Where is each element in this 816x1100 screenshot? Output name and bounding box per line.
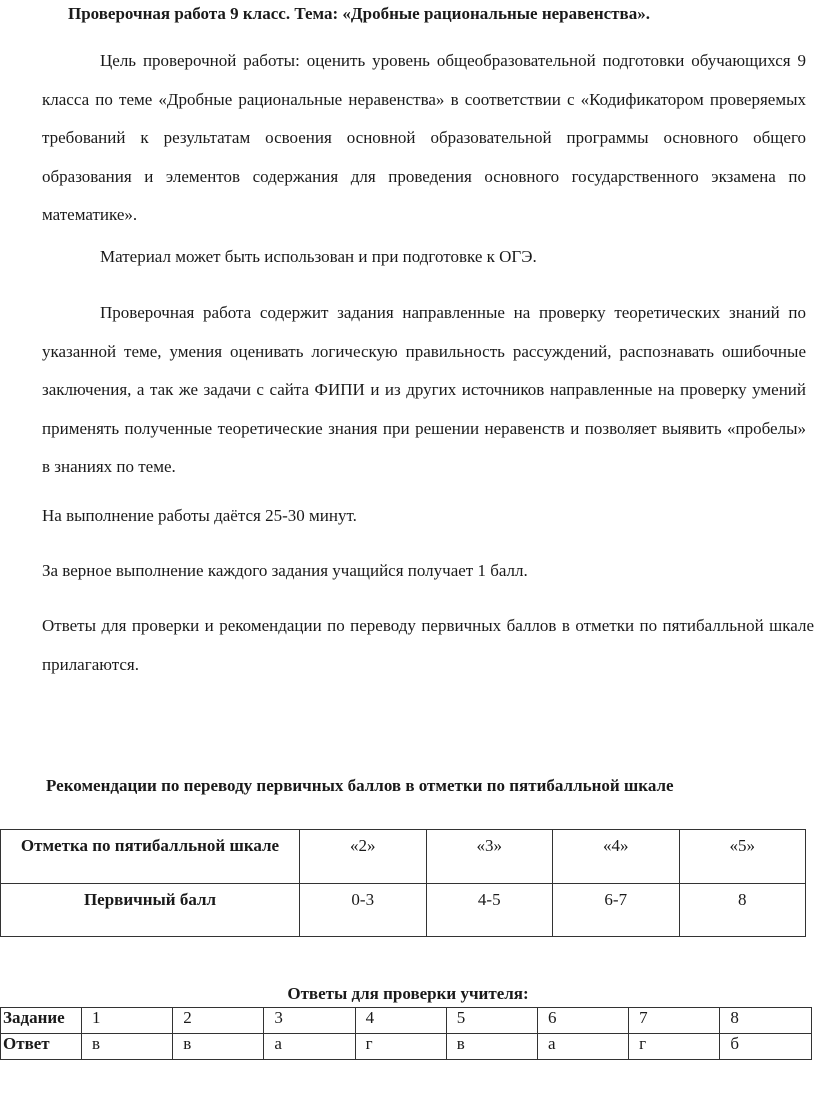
grades-table — [0, 829, 806, 937]
answer-cell: в — [446, 1034, 537, 1060]
grade-cell: «3» — [426, 830, 553, 884]
table-row — [1, 1008, 812, 1034]
page-title: Проверочная работа 9 класс. Тема: «Дробные рациональные неравенства». — [68, 4, 650, 23]
score-cell: 0-3 — [300, 884, 427, 937]
material-paragraph: Материал может быть использован и при подготовке к ОГЭ. — [100, 247, 537, 266]
answer-cell: а — [264, 1034, 355, 1060]
answer-cell: в — [82, 1034, 173, 1060]
task-cell: 5 — [446, 1008, 537, 1034]
score-paragraph: За верное выполнение каждого задания учащийся получает 1 балл. — [42, 561, 528, 580]
answers-note-paragraph: Ответы для проверки и рекомендации по переводу первичных баллов в отметки по пятибалльной шкале прилагаются. — [42, 616, 814, 674]
grade-cell: «5» — [679, 830, 806, 884]
task-header-cell: Задание — [1, 1008, 82, 1034]
time-paragraph: На выполнение работы даётся 25-30 минут. — [42, 506, 357, 525]
grade-cell: «2» — [300, 830, 427, 884]
goal-paragraph: Цель проверочной работы: оценить уровень общеобразовательной подготовки обучающихся 9 класса по теме «Дробные рациональные неравенства» в соответствии с «Кодификатором проверяемых требований к результатам освоения основной образовательной программы основного общего образования и элементов содержания для проведения основного государственного экзамена по математике». — [42, 51, 806, 224]
answer-cell: б — [720, 1034, 812, 1060]
answer-header-cell: Ответ — [1, 1034, 82, 1060]
score-cell: 6-7 — [553, 884, 680, 937]
table-row — [1, 830, 806, 884]
task-cell: 2 — [173, 1008, 264, 1034]
table-row — [1, 884, 806, 937]
answer-cell: а — [537, 1034, 628, 1060]
score-header-cell: Первичный балл — [1, 884, 300, 937]
answers-title: Ответы для проверки учителя: — [287, 984, 529, 1003]
score-cell: 8 — [679, 884, 806, 937]
task-cell: 4 — [355, 1008, 446, 1034]
task-cell: 8 — [720, 1008, 812, 1034]
task-cell: 3 — [264, 1008, 355, 1034]
answer-cell: г — [355, 1034, 446, 1060]
table-row — [1, 1034, 812, 1060]
task-cell: 6 — [537, 1008, 628, 1034]
answers-table — [0, 1007, 812, 1060]
score-cell: 4-5 — [426, 884, 553, 937]
recommendations-title: Рекомендации по переводу первичных баллов в отметки по пятибалльной шкале — [46, 776, 674, 795]
grade-header-cell: Отметка по пятибалльной шкале — [1, 830, 300, 884]
content-paragraph: Проверочная работа содержит задания направленные на проверку теоретических знаний по указанной теме, умения оценивать логическую правильность рассуждений, распознавать ошибочные заключения, а так же задачи с сайта ФИПИ и из других источников направленные на проверку умений применять полученные теоретические знания при решении неравенств и позволяет выявить «пробелы» в знаниях по теме. — [42, 303, 806, 476]
answer-cell: в — [173, 1034, 264, 1060]
task-cell: 1 — [82, 1008, 173, 1034]
task-cell: 7 — [629, 1008, 720, 1034]
grade-cell: «4» — [553, 830, 680, 884]
answer-cell: г — [629, 1034, 720, 1060]
